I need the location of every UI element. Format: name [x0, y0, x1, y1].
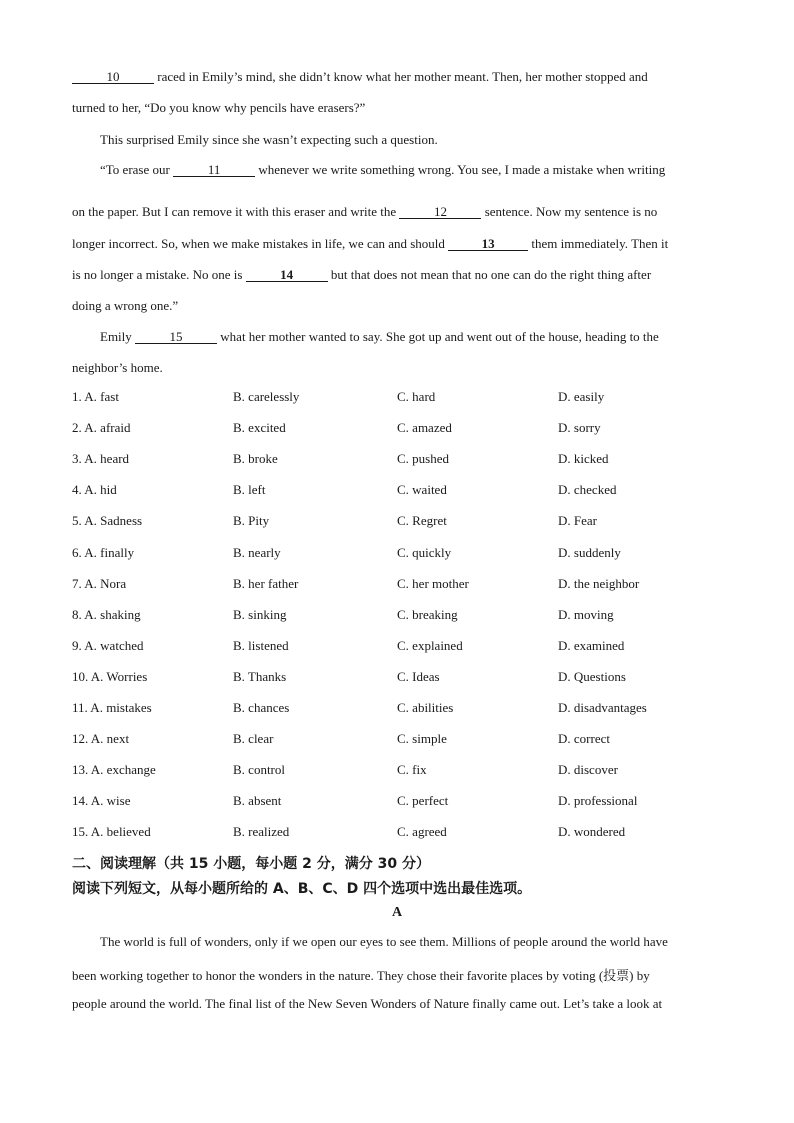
passage-line-5 — [72, 204, 657, 220]
option-d: D. correct — [558, 731, 610, 747]
passage-line-4 — [100, 162, 665, 178]
option-c: C. explained — [397, 637, 463, 653]
passage-line-8: doing a wrong one.” — [72, 298, 179, 313]
passage-text: longer incorrect. So, when we make mistakes in life, we can and should — [72, 236, 449, 251]
option-a: 7. A. Nora — [72, 575, 127, 591]
option-c: C. agreed — [397, 824, 447, 840]
option-a: 12. A. next — [72, 731, 130, 747]
option-d: D. Fear — [558, 513, 597, 529]
option-d: D. easily — [558, 389, 605, 404]
passage-text: but that does not mean that no one can do the right thing after — [327, 267, 652, 282]
passage-line-9 — [100, 329, 659, 345]
option-c: C. simple — [397, 731, 447, 747]
option-row — [0, 389, 794, 409]
option-row — [0, 545, 794, 565]
option-a: 10. A. Worries — [72, 668, 148, 684]
option-b: B. nearly — [233, 544, 281, 560]
passage-line-1 — [72, 69, 648, 85]
section-instruction: 阅读下列短文，从每小题所给的 A、B、C、D 四个选项中选出最佳选项。 — [72, 881, 532, 897]
option-row — [0, 638, 794, 658]
passage-text: “To erase our — [100, 162, 174, 177]
passage-text: Emily — [100, 329, 136, 344]
option-row — [0, 731, 794, 751]
option-a: 6. A. finally — [72, 544, 135, 560]
option-b: B. excited — [233, 420, 286, 436]
option-d: D. examined — [558, 637, 625, 653]
option-c: C. Ideas — [397, 668, 440, 684]
blank-15: 15 — [135, 330, 217, 344]
option-a: 4. A. hid — [72, 482, 117, 498]
option-a: 14. A. wise — [72, 793, 131, 809]
option-d: D. disadvantages — [558, 700, 647, 715]
option-a: 5. A. Sadness — [72, 513, 143, 529]
blank-14: 14 — [246, 268, 328, 282]
option-row — [0, 824, 794, 844]
option-b: B. carelessly — [233, 389, 300, 404]
option-b: B. control — [233, 762, 285, 778]
option-c: C. fix — [397, 762, 427, 778]
option-c: C. waited — [397, 482, 447, 498]
option-b: B. sinking — [233, 606, 287, 622]
option-d: D. professional — [558, 793, 638, 809]
option-b: B. chances — [233, 700, 290, 715]
passage-text: them immediately. Then it — [528, 236, 669, 251]
passage-text: is no longer a mistake. No one is — [72, 267, 246, 282]
option-b: B. absent — [233, 793, 282, 809]
passage-text: whenever we write something wrong. You see, I made a mistake when writing — [255, 162, 666, 177]
passage-text: on the paper. But I can remove it with this eraser and write the — [72, 204, 400, 219]
blank-12: 12 — [399, 205, 481, 219]
option-c: C. her mother — [397, 575, 469, 591]
section-title: 二、阅读理解（共 15 小题，每小题 2 分，满分 30 分） — [72, 856, 430, 872]
passage-line-6 — [72, 236, 668, 252]
option-b: B. left — [233, 482, 266, 498]
option-c: C. hard — [397, 389, 436, 404]
option-d: D. checked — [558, 482, 617, 498]
option-row — [0, 607, 794, 627]
option-c: C. quickly — [397, 544, 452, 560]
option-c: C. amazed — [397, 420, 452, 436]
option-row — [0, 700, 794, 720]
blank-11: 11 — [173, 163, 255, 177]
option-a: 11. A. mistakes — [72, 700, 152, 715]
passage-line-3: This surprised Emily since she wasn’t expecting such a question. — [100, 132, 438, 147]
option-c: C. perfect — [397, 793, 449, 809]
reading-line-3: people around the world. The final list of the New Seven Wonders of Nature finally came out. Let’s take a look at — [72, 996, 663, 1011]
option-a: 2. A. afraid — [72, 420, 131, 436]
option-row — [0, 669, 794, 689]
option-a: 9. A. watched — [72, 637, 144, 653]
option-row — [0, 451, 794, 471]
option-d: D. suddenly — [558, 544, 621, 560]
option-row — [0, 576, 794, 596]
option-d: D. discover — [558, 762, 618, 778]
option-b: B. listened — [233, 637, 289, 653]
option-d: D. kicked — [558, 451, 609, 467]
option-a: 13. A. exchange — [72, 762, 156, 778]
option-d: D. Questions — [558, 668, 626, 684]
option-a: 1. A. fast — [72, 389, 119, 404]
passage-text: sentence. Now my sentence is no — [481, 204, 658, 219]
passage-line-2: turned to her, “Do you know why pencils have erasers?” — [72, 100, 366, 115]
option-c: C. abilities — [397, 700, 454, 715]
option-b: B. Pity — [233, 513, 270, 529]
option-a: 15. A. believed — [72, 824, 151, 840]
option-row — [0, 513, 794, 533]
option-row — [0, 482, 794, 502]
option-row — [0, 793, 794, 813]
option-a: 3. A. heard — [72, 451, 130, 467]
option-d: D. wondered — [558, 824, 626, 840]
reading-line-2: been working together to honor the wonders in the nature. They chose their favorite places by voting (投票) by — [72, 968, 650, 983]
option-b: B. her father — [233, 575, 299, 591]
option-b: B. realized — [233, 824, 290, 840]
passage-line-10: neighbor’s home. — [72, 360, 163, 375]
passage-line-7 — [72, 267, 651, 283]
option-row — [0, 420, 794, 440]
passage-text: raced in Emily’s mind, she didn’t know what her mother meant. Then, her mother stopped and — [154, 69, 648, 84]
option-c: C. breaking — [397, 606, 458, 622]
option-b: B. Thanks — [233, 668, 287, 684]
option-b: B. broke — [233, 451, 278, 467]
option-a: 8. A. shaking — [72, 606, 141, 622]
option-d: D. sorry — [558, 420, 601, 436]
option-d: D. moving — [558, 606, 614, 622]
part-label: A — [391, 905, 403, 920]
passage-text: what her mother wanted to say. She got up and went out of the house, heading to the — [217, 329, 659, 344]
option-d: D. the neighbor — [558, 575, 640, 591]
option-c: C. Regret — [397, 513, 447, 529]
blank-10: 10 — [72, 70, 154, 84]
reading-line-1: The world is full of wonders, only if we open our eyes to see them. Millions of people around the world have — [100, 934, 668, 949]
option-b: B. clear — [233, 731, 274, 747]
blank-13: 13 — [448, 237, 528, 251]
option-row — [0, 762, 794, 782]
option-c: C. pushed — [397, 451, 449, 467]
